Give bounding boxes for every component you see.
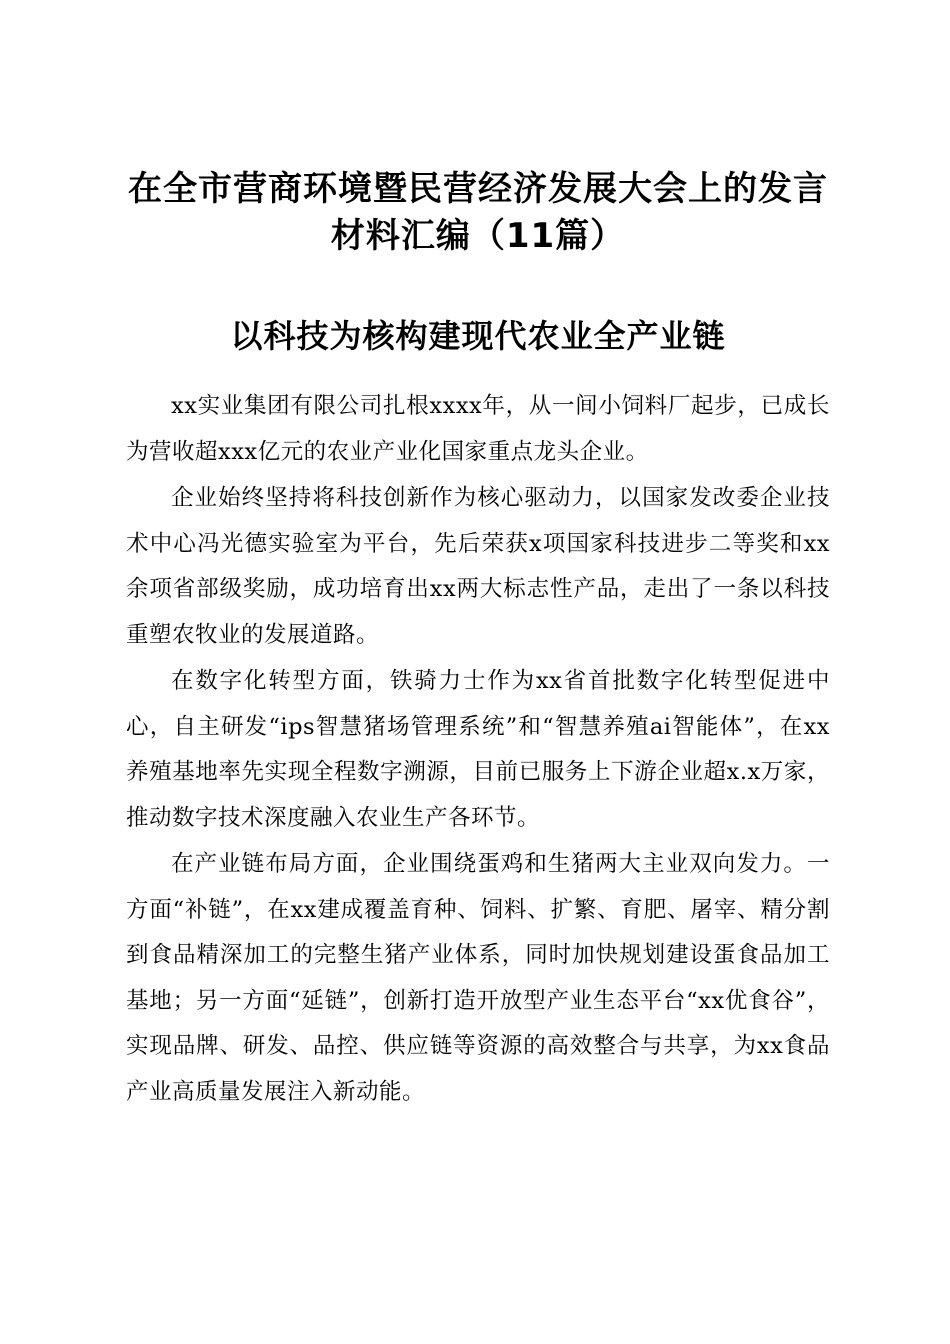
body-paragraph: xx实业集团有限公司扎根xxxx年，从一间小饲料厂起步，已成长为营收超xxx亿元的农业产业化国家重点龙头企业。 bbox=[126, 393, 830, 465]
body-paragraph: 企业始终坚持将科技创新作为核心驱动力，以国家发改委企业技术中心冯光德实验室为平台，先后荣获x项国家科技进步二等奖和xx余项省部级奖励，成功培育出xx两大标志性产品，走出了一条以科技重塑农牧业的发展道路。 bbox=[126, 485, 830, 648]
body-paragraph: 在数字化转型方面，铁骑力士作为xx省首批数字化转型促进中心，自主研发“ips智慧猪场管理系统”和“智慧养殖ai智能体”，在xx养殖基地率先实现全程数字溯源，目前已服务上下游企业超x.x万家，推动数字技术深度融入农业生产各环节。 bbox=[126, 668, 830, 831]
document-title bbox=[126, 166, 830, 260]
body-paragraph: 在产业链布局方面，企业围绕蛋鸡和生猪两大主业双向发力。一方面“补链”，在xx建成覆盖育种、饲料、扩繁、育肥、屠宰、精分割到食品精深加工的完整生猪产业体系，同时加快规划建设蛋食品加工基地；另一方面“延链”，创新打造开放型产业生态平台“xx优食谷”，实现品牌、研发、品控、供应链等资源的高效整合与共享，为xx食品产业高质量发展注入新动能。 bbox=[126, 851, 830, 1105]
document-title-line1: 在全市营商环境暨民营经济发展大会上的发言 bbox=[128, 169, 828, 209]
section-title: 以科技为核构建现代农业全产业链 bbox=[230, 317, 726, 355]
document-title-line2: 材料汇编（11篇） bbox=[330, 216, 626, 256]
